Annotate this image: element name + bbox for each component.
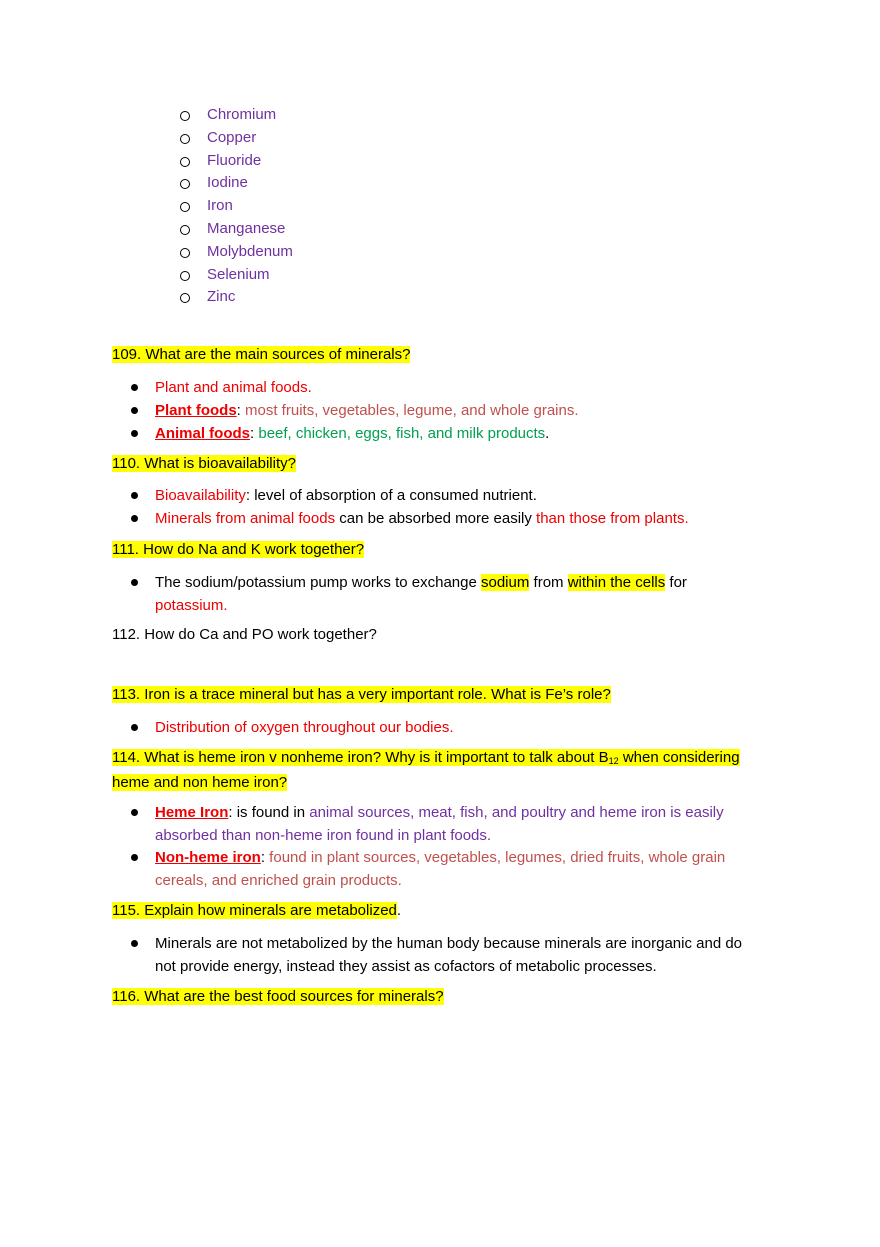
trace-minerals-list [180,104,293,309]
question-text: 111. How do Na and K work together? [112,541,365,558]
colon: : [250,425,255,442]
answer-list-111 [130,571,790,617]
colon: : [236,402,241,419]
answer-list-109 [130,376,790,445]
list-item [130,422,790,445]
answer-text: beef, chicken, eggs, fish, and milk products [254,425,546,442]
highlighted-text: sodium [481,574,530,591]
list-item: Selenium [180,264,293,287]
list-item [130,801,790,847]
answer-text: for [665,574,687,591]
list-item: Zinc [180,286,293,309]
answer-text: from [529,574,568,591]
question-text-part: heme and non heme iron? [112,774,288,791]
question-text: 115. Explain how minerals are metabolized [112,902,397,919]
list-item [130,932,790,978]
question-114 [112,747,740,794]
list-item [130,716,790,739]
list-item [130,571,790,617]
answer-text: not provide energy, instead they assist as cofactors of metabolic processes. [155,958,657,975]
answer-text: Minerals are not metabolized by the human body because minerals are inorganic and do [155,935,743,952]
list-item: Iron [180,195,293,218]
list-item [130,846,790,892]
answer-list-114 [130,801,790,892]
term-label: Plant foods [155,402,237,419]
question-text [112,749,740,766]
answer-list-113 [130,716,790,739]
answer-list-115 [130,932,790,978]
question-112 [112,624,377,646]
term-label: Bioavailability [155,487,246,504]
list-item: Fluoride [180,150,293,173]
list-item: Copper [180,127,293,150]
list-item [130,484,790,507]
question-text: 110. What is bioavailability? [112,455,296,472]
list-item [130,399,790,422]
question-109 [112,344,410,366]
answer-text: Distribution of oxygen throughout our bodies. [155,719,454,736]
question-111 [112,539,364,561]
list-item [130,376,790,399]
list-item [130,507,790,530]
question-116 [112,986,444,1008]
answer-text: found in plant sources, vegetables, legumes, dried fruits, whole grain [265,849,726,866]
answer-text: can be absorbed more easily [335,510,537,527]
answer-text: animal sources, meat, fish, and poultry and heme iron is easily [309,804,724,821]
term-label: Non-heme iron [155,849,261,866]
subscript: 12 [608,756,619,766]
answer-text: Plant and animal foods. [155,379,312,396]
answer-text: absorbed than non-heme iron found in plant foods. [155,827,492,844]
colon: : [260,849,266,866]
answer-text: most fruits, vegetables, legume, and whole grains. [240,402,579,419]
question-text: 116. What are the best food sources for minerals? [112,988,444,1005]
question-text-part: when considering [618,749,740,766]
answer-text: cereals, and enriched grain products. [155,872,402,889]
period: . [545,425,550,442]
question-text-part: 114. What is heme iron v nonheme iron? Why is it important to talk about B [112,749,609,766]
question-115 [112,900,401,922]
question-113 [112,684,611,706]
highlighted-text: within the cells [567,574,666,591]
answer-text: potassium. [155,597,228,614]
list-item: Molybdenum [180,241,293,264]
question-text: 113. Iron is a trace mineral but has a very important role. What is Fe’s role? [112,686,611,703]
question-text: 112. How do Ca and PO work together? [112,626,377,643]
list-item: Manganese [180,218,293,241]
answer-text: : is found in [228,804,310,821]
answer-text: than those from plants. [536,510,689,527]
term-label: Animal foods [155,425,251,442]
list-item: Chromium [180,104,293,127]
answer-list-110 [130,484,790,530]
period: . [396,902,402,919]
question-text: 109. What are the main sources of minerals? [112,346,411,363]
term-label: Heme Iron [155,804,229,821]
question-110 [112,453,296,475]
answer-text: Minerals from animal foods [155,510,336,527]
answer-text: The sodium/potassium pump works to exchange [155,574,481,591]
answer-text: : level of absorption of a consumed nutrient. [245,487,537,504]
list-item: Iodine [180,172,293,195]
